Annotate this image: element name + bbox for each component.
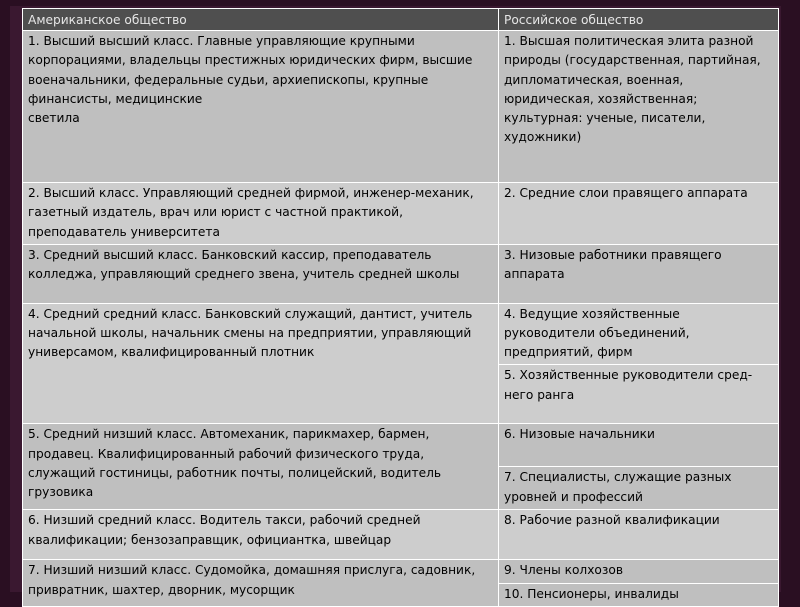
- us-class-6: 6. Низший средний класс. Водитель такси, рабочий средней квалификации; бензозаправщик, официантка, швейцар: [23, 510, 499, 560]
- table-header-row: [23, 9, 779, 31]
- us-class-7: 7. Низший низший класс. Судомойка, домашняя прислуга, садовник, привратник, шахтер, дворник, мусорщик: [23, 560, 499, 606]
- table-row: [23, 510, 779, 560]
- us-class-1: 1. Высший высший класс. Главные управляющие крупными корпорациями, владельцы престижных юридических фирм, высшие военачальники, федеральные судьи, архиепископы, крупные финансисты, медицинские светила: [23, 31, 499, 183]
- ru-group-7: 7. Специалисты, служащие разных уровней и профессий: [499, 467, 779, 510]
- table-row: [23, 424, 779, 467]
- us-class-4: 4. Средний средний класс. Банковский служащий, дантист, учитель начальной школы, начальник смены на предприятии, управляющий универсамом, квалифицированный плотник: [23, 303, 499, 424]
- table-row: [23, 244, 779, 303]
- ru-group-4: 4. Ведущие хозяйственные руководители объединений, предприятий, фирм: [499, 303, 779, 365]
- header-russian-society: Российское общество: [499, 9, 779, 31]
- ru-group-6: 6. Низовые начальники: [499, 424, 779, 467]
- header-american-society: Американское общество: [23, 9, 499, 31]
- ru-group-9: 9. Члены колхозов: [499, 560, 779, 583]
- us-class-5: 5. Средний низший класс. Автомеханик, парикмахер, бармен, продавец. Квалифицированный рабочий физического труда, служащий гостиницы, работник почты, полицейский, водитель грузовика: [23, 424, 499, 510]
- comparison-table: [22, 8, 779, 607]
- ru-group-5: 5. Хозяйственные руководители сред- него ранга: [499, 365, 779, 424]
- ru-group-3: 3. Низовые работники правящего аппарата: [499, 244, 779, 303]
- ru-group-10: 10. Пенсионеры, инвалиды: [499, 583, 779, 606]
- us-class-3: 3. Средний высший класс. Банковский кассир, преподаватель колледжа, управляющий среднего звена, учитель средней школы: [23, 244, 499, 303]
- table-row: [23, 183, 779, 245]
- table-row: [23, 560, 779, 583]
- table-row: [23, 303, 779, 365]
- ru-group-8: 8. Рабочие разной квалификации: [499, 510, 779, 560]
- table-row: [23, 31, 779, 183]
- us-class-2: 2. Высший класс. Управляющий средней фирмой, инженер-механик, газетный издатель, врач или юрист с частной практикой, преподаватель университета: [23, 183, 499, 245]
- ru-group-1: 1. Высшая политическая элита разной природы (государственная, партийная, дипломатическая, военная, юридическая, хозяйственная; культурная: ученые, писатели, художники): [499, 31, 779, 183]
- ru-group-2: 2. Средние слои правящего аппарата: [499, 183, 779, 245]
